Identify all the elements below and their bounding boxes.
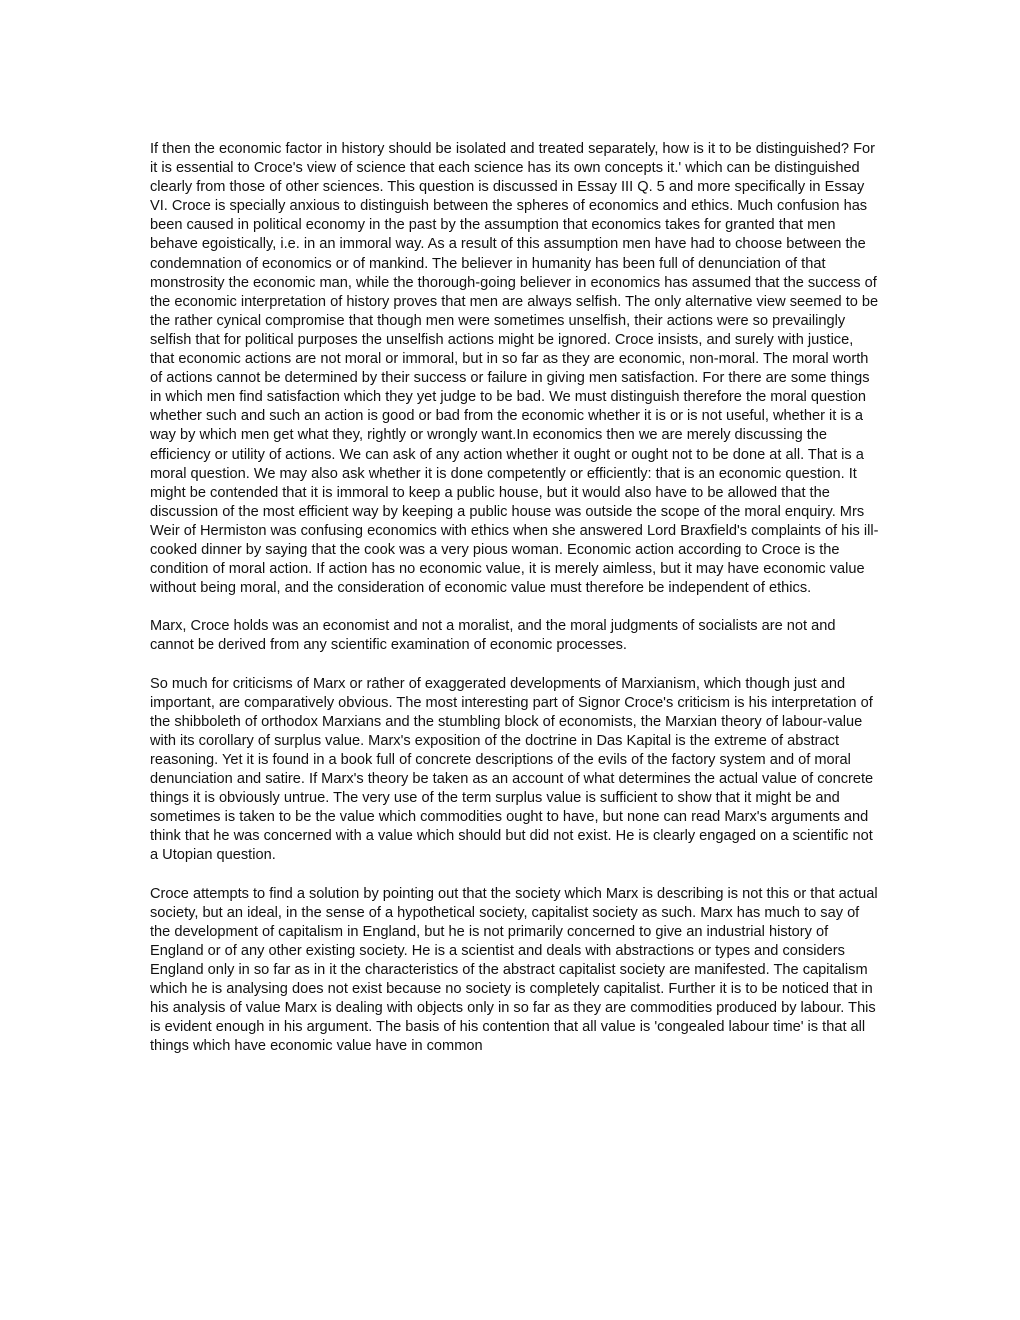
paragraph-hypothetical-society: Croce attempts to find a solution by pointing out that the society which Marx is describing is not this or that actual society, but an ideal, in the sense of a hypothetical society, capitalist society as such. Marx has much to say of the development of capitalism in England, but he is not primarily concerned to give an industrial history of England or of any other existing society. He is a scientist and deals with abstractions or types and considers England only in so far as in it the characteristics of the abstract capitalist society are manifested. The capitalism which he is analysing does not exist because no society is completely capitalist. Further it is to be noticed that in his analysis of value Marx is dealing with objects only in so far as they are commodities produced by labour. This is evident enough in his argument. The basis of his contention that all value is 'congealed labour time' is that all things which have economic value have in common bbox=[150, 885, 878, 1055]
paragraph-labour-value: So much for criticisms of Marx or rather of exaggerated developments of Marxianism, which though just and important, are comparatively obvious. The most interesting part of Signor Croce's criticism is his interpretation of the shibboleth of orthodox Marxians and the stumbling block of economists, the Marxian theory of labour-value with its corollary of surplus value. Marx's exposition of the doctrine in Das Kapital is the extreme of abstract reasoning. Yet it is found in a book full of concrete descriptions of the evils of the factory system and of moral denunciation and satire. If Marx's theory be taken as an account of what determines the actual value of concrete things it is obviously untrue. The very use of the term surplus value is sufficient to show that it might be and sometimes is taken to be the value which commodities ought to have, but none can read Marx's arguments and think that he was concerned with a value which should but did not exist. He is clearly engaged on a scientific not a Utopian question. bbox=[150, 675, 874, 864]
paragraph-marx-economist: Marx, Croce holds was an economist and not a moralist, and the moral judgments of socialists are not and cannot be derived from any scientific examination of economic processes. bbox=[150, 618, 836, 654]
paragraph-economics-and-ethics: If then the economic factor in history should be isolated and treated separately, how is it to be distinguished? For it is essential to Croce's view of science that each science has its own concepts it.' which can be distinguished clearly from those of other sciences. This question is discussed in Essay III Q. 5 and more specifically in Essay VI. Croce is specially anxious to distinguish between the spheres of economics and ethics. Much confusion has been caused in political economy in the past by the assumption that economics takes for granted that men behave egoistically, i.e. in an immoral way. As a result of this assumption men have had to choose between the condemnation of economics or of mankind. The believer in humanity has been full of denunciation of that monstrosity the economic man, while the thorough-going believer in economics has assumed that the success of the economic interpretation of history proves that men are always selfish. The only alternative view seemed to be the rather cynical compromise that though men were sometimes unselfish, their actions were so prevailingly selfish that for political purposes the unselfish actions might be ignored. Croce insists, and surely with justice, that economic actions are not moral or immoral, but in so far as they are economic, non-moral. The moral worth of actions cannot be determined by their success or failure in giving men satisfaction. For there are some things in which men find satisfaction which they yet judge to be bad. We must distinguish therefore the moral question whether such and such an action is good or bad from the economic whether it is or is not useful, whether it is a way by which men get what they, rightly or wrongly want.In economics then we are merely discussing the efficiency or utility of actions. We can ask of any action whether it ought or ought not to be done at all. That is a moral question. We may also ask whether it is done competently or efficiently: that is an economic question. It might be contended that it is immoral to keep a public house, but it would also have to be allowed that the discussion of the most efficient way by keeping a public house was outside the scope of the moral enquiry. Mrs Weir of Hermiston was confusing economics with ethics when she answered Lord Braxfield's complaints of his ill-cooked dinner by saying that the cook was a very pious woman. Economic action according to Croce is the condition of moral action. If action has no economic value, it is merely aimless, but it may have economic value without being moral, and the consideration of economic value must therefore be independent of ethics. bbox=[150, 141, 879, 597]
document-page bbox=[150, 140, 880, 1057]
